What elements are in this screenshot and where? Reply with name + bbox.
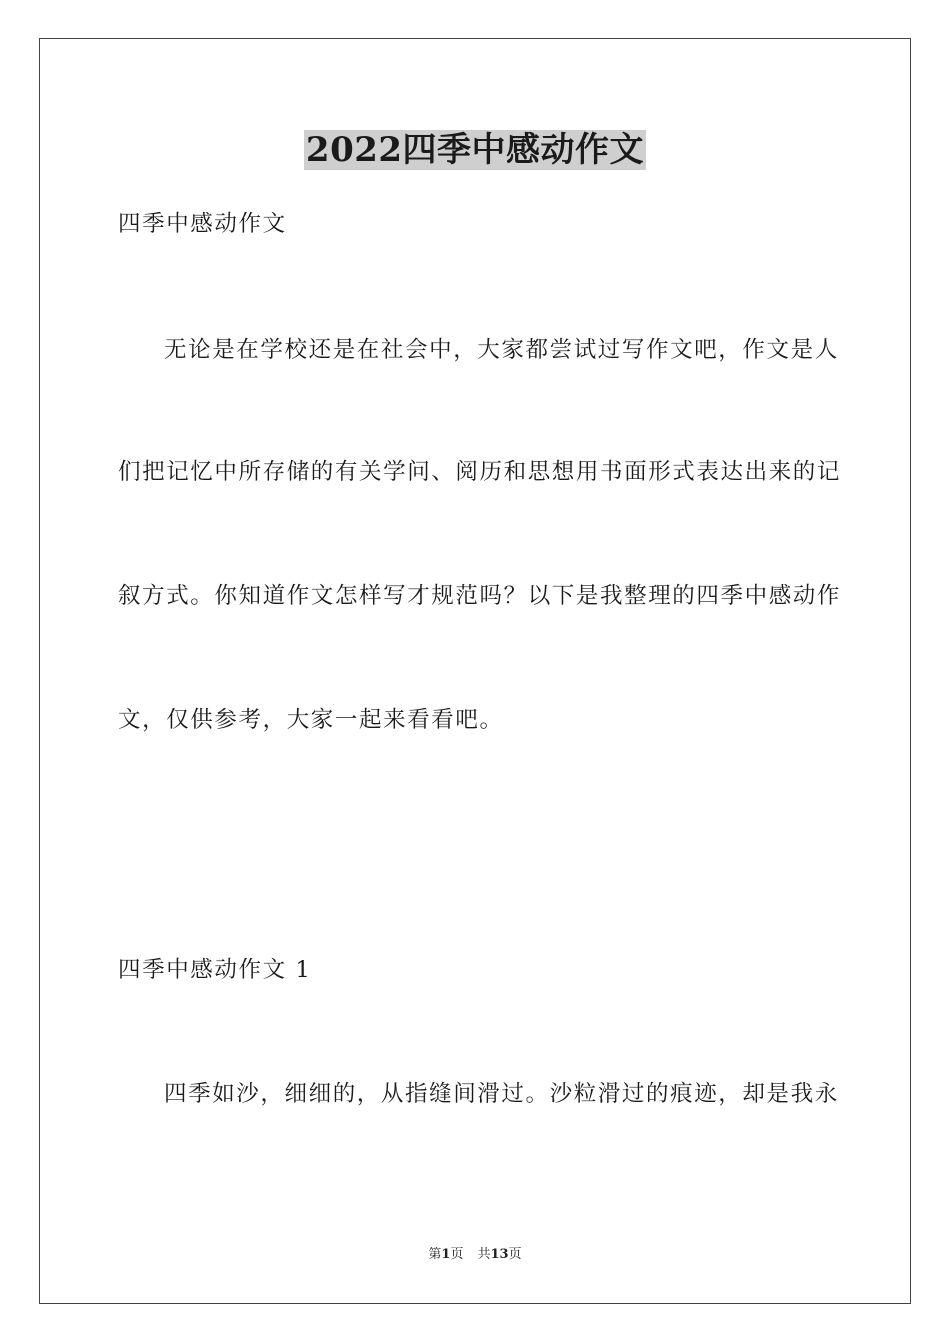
footer-page-suffix: 页 (450, 1247, 464, 1262)
footer-total-suffix: 页 (508, 1247, 522, 1262)
paragraph-line: 四季如沙，细细的，从指缝间滑过。沙粒滑过的痕迹，却是我永 (164, 1081, 839, 1107)
paragraph-line: 叙方式。你知道作文怎样写才规范吗？以下是我整理的四季中感动作 (118, 583, 842, 609)
page-footer (0, 1246, 950, 1264)
paragraph-line: 无论是在学校还是在社会中，大家都尝试过写作文吧，作文是人 (164, 337, 839, 363)
document-title-text: 2022四季中感动作文 (305, 130, 645, 170)
footer-total-prefix: 共 (477, 1247, 491, 1262)
section-heading: 四季中感动作文 1 (118, 957, 312, 983)
document-title (0, 128, 950, 172)
document-subtitle: 四季中感动作文 (118, 211, 287, 237)
footer-total-pages: 13 (490, 1247, 509, 1262)
paragraph-line: 文，仅供参考，大家一起来看看吧。 (118, 707, 504, 733)
paragraph-line: 们把记忆中所存储的有关学问、阅历和思想用书面形式表达出来的记 (118, 459, 842, 485)
footer-page-prefix: 第 (428, 1247, 442, 1262)
footer-page-number: 1 (441, 1247, 451, 1262)
